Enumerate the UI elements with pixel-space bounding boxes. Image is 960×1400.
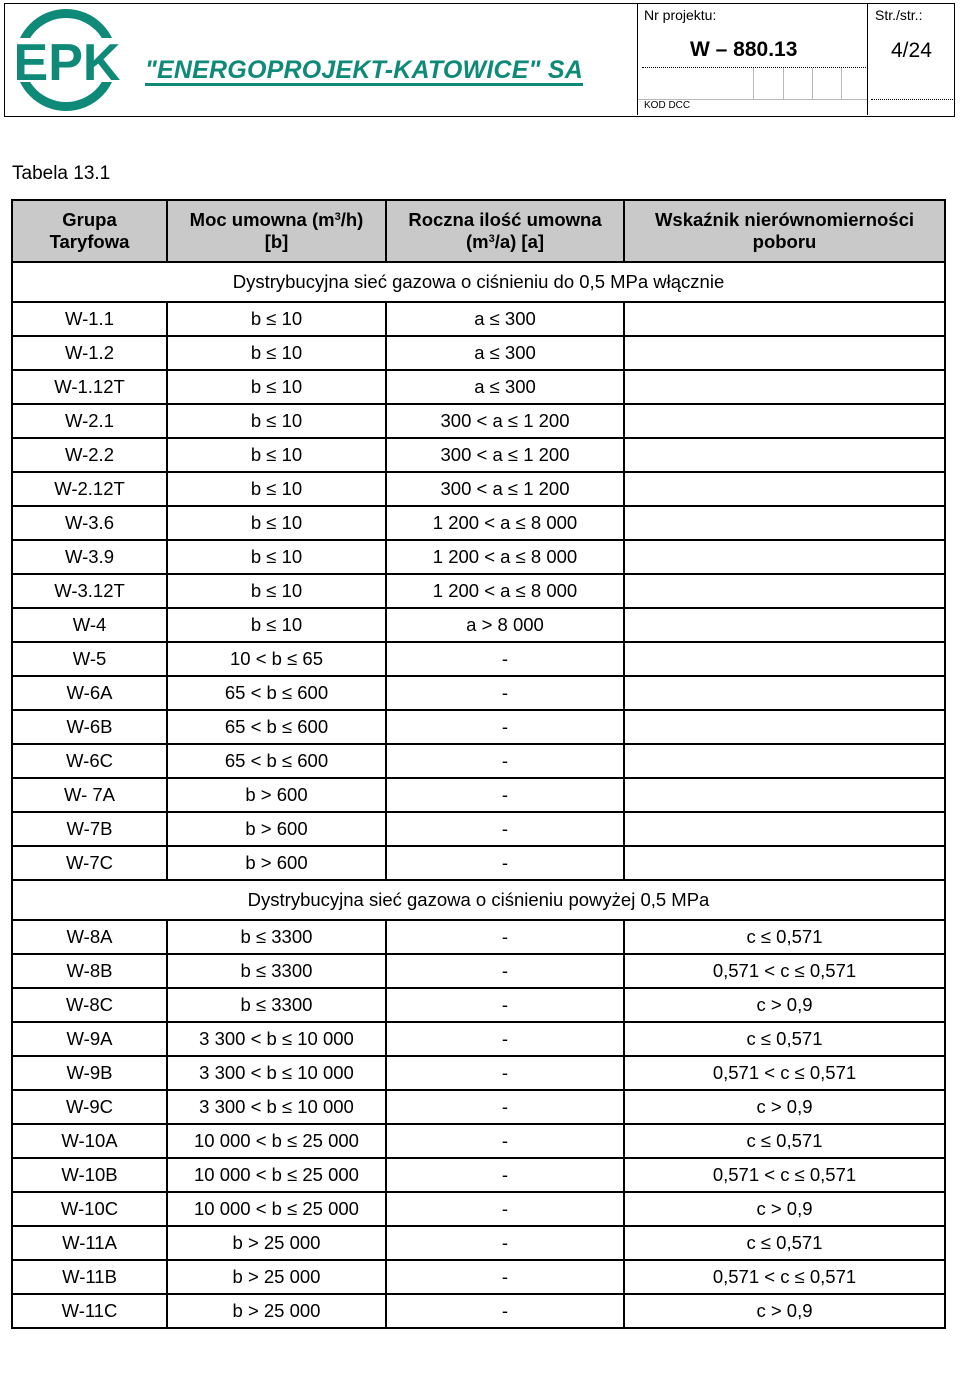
cell-power: 10 000 < b ≤ 25 000 [167, 1192, 386, 1226]
cell-group: W-3.6 [12, 506, 167, 540]
table-row [12, 710, 945, 744]
cell-volume: 1 200 < a ≤ 8 000 [386, 540, 624, 574]
cell-index: c > 0,9 [624, 1294, 945, 1328]
cell-group: W-9C [12, 1090, 167, 1124]
divider [642, 67, 868, 68]
header-power-sup: 3 [334, 211, 341, 223]
kod-dcc-label: KOD DCC [644, 100, 691, 111]
cell-index [624, 336, 945, 370]
table-row [12, 642, 945, 676]
table-row [12, 438, 945, 472]
cell-index [624, 744, 945, 778]
cell-volume: 300 < a ≤ 1 200 [386, 438, 624, 472]
cell-group: W-9A [12, 1022, 167, 1056]
cell-group: W-10A [12, 1124, 167, 1158]
table-row [12, 1226, 945, 1260]
header-index-line1: Wskaźnik nierównomierności [654, 209, 915, 230]
cell-power: b ≤ 10 [167, 506, 386, 540]
table-row [12, 1158, 945, 1192]
cell-volume: 1 200 < a ≤ 8 000 [386, 506, 624, 540]
page-label: Str./str.: [875, 7, 923, 23]
cell-volume: - [386, 778, 624, 812]
cell-volume: a ≤ 300 [386, 336, 624, 370]
cell-power: b ≤ 10 [167, 472, 386, 506]
cell-volume: - [386, 642, 624, 676]
cell-group: W- 7A [12, 778, 167, 812]
cell-power: b ≤ 3300 [167, 988, 386, 1022]
divider [812, 68, 813, 100]
cell-power: 10 < b ≤ 65 [167, 642, 386, 676]
table-row [12, 988, 945, 1022]
cell-index: c > 0,9 [624, 988, 945, 1022]
cell-group: W-9B [12, 1056, 167, 1090]
header-volume-line2a: (m [465, 231, 489, 252]
table-row [12, 954, 945, 988]
table-row [12, 1260, 945, 1294]
logo-cell [5, 4, 638, 115]
project-number-value: W – 880.13 [690, 38, 798, 61]
cell-group: W-6C [12, 744, 167, 778]
cell-index [624, 778, 945, 812]
cell-group: W-10C [12, 1192, 167, 1226]
header-power-line2: [b] [264, 231, 289, 252]
cell-index [624, 846, 945, 880]
cell-power: b > 600 [167, 846, 386, 880]
divider [753, 68, 754, 100]
epk-logo-icon [11, 6, 121, 114]
logo-text: EPK [13, 34, 121, 92]
cell-volume: - [386, 1090, 624, 1124]
page-value: 4/24 [891, 39, 932, 62]
table-row [12, 920, 945, 954]
cell-group: W-8B [12, 954, 167, 988]
cell-group: W-4 [12, 608, 167, 642]
cell-index [624, 472, 945, 506]
cell-power: 3 300 < b ≤ 10 000 [167, 1090, 386, 1124]
cell-power: b ≤ 10 [167, 404, 386, 438]
section-heading-low-pressure: Dystrybucyjna sieć gazowa o ciśnieniu do 0,5 MPa włącznie [12, 262, 945, 302]
cell-volume: 1 200 < a ≤ 8 000 [386, 574, 624, 608]
cell-volume: 300 < a ≤ 1 200 [386, 404, 624, 438]
cell-group: W-7C [12, 846, 167, 880]
cell-volume: - [386, 1260, 624, 1294]
table-row [12, 370, 945, 404]
cell-volume: - [386, 920, 624, 954]
cell-index: 0,571 < c ≤ 0,571 [624, 1260, 945, 1294]
cell-power: b > 25 000 [167, 1294, 386, 1328]
cell-index [624, 540, 945, 574]
cell-power: b ≤ 3300 [167, 954, 386, 988]
cell-power: b > 25 000 [167, 1260, 386, 1294]
cell-index [624, 676, 945, 710]
header-group-line2: Taryfowa [49, 231, 130, 252]
cell-volume: 300 < a ≤ 1 200 [386, 472, 624, 506]
cell-index [624, 608, 945, 642]
table-row [12, 1294, 945, 1328]
cell-group: W-3.12T [12, 574, 167, 608]
table-body-high-pressure [12, 880, 945, 1328]
table-row [12, 1192, 945, 1226]
cell-group: W-10B [12, 1158, 167, 1192]
section-row [12, 880, 945, 920]
table-row [12, 540, 945, 574]
table-row [12, 676, 945, 710]
cell-group: W-6A [12, 676, 167, 710]
divider [871, 99, 953, 100]
table-row [12, 812, 945, 846]
cell-index: 0,571 < c ≤ 0,571 [624, 1158, 945, 1192]
cell-index: c ≤ 0,571 [624, 1226, 945, 1260]
cell-volume: - [386, 954, 624, 988]
header-volume-sup: 3 [488, 233, 495, 245]
table-row [12, 1124, 945, 1158]
header-group-line1: Grupa [62, 209, 117, 230]
page-cell [868, 4, 954, 115]
cell-volume: - [386, 1056, 624, 1090]
cell-group: W-6B [12, 710, 167, 744]
cell-power: 65 < b ≤ 600 [167, 744, 386, 778]
cell-index: c ≤ 0,571 [624, 1022, 945, 1056]
header-index [624, 200, 945, 262]
cell-volume: - [386, 1226, 624, 1260]
document-header [4, 3, 955, 117]
cell-volume: - [386, 744, 624, 778]
table-row [12, 1090, 945, 1124]
cell-group: W-8A [12, 920, 167, 954]
table-row [12, 336, 945, 370]
cell-group: W-2.12T [12, 472, 167, 506]
table-row [12, 1056, 945, 1090]
cell-group: W-1.1 [12, 302, 167, 336]
table-row [12, 404, 945, 438]
project-number-label: Nr projektu: [644, 7, 717, 23]
table-row [12, 778, 945, 812]
cell-volume: - [386, 812, 624, 846]
cell-power: b ≤ 10 [167, 336, 386, 370]
cell-index [624, 404, 945, 438]
project-cell [638, 4, 868, 115]
cell-index: c ≤ 0,571 [624, 920, 945, 954]
table-row [12, 472, 945, 506]
table-row [12, 506, 945, 540]
table-row [12, 574, 945, 608]
cell-group: W-1.12T [12, 370, 167, 404]
company-name: "ENERGOPROJEKT-KATOWICE" SA [145, 56, 583, 84]
cell-index: c > 0,9 [624, 1192, 945, 1226]
cell-volume: - [386, 1158, 624, 1192]
cell-index: 0,571 < c ≤ 0,571 [624, 954, 945, 988]
cell-index [624, 302, 945, 336]
table-row [12, 744, 945, 778]
cell-power: b ≤ 10 [167, 438, 386, 472]
cell-group: W-11B [12, 1260, 167, 1294]
header-power-line1b: /h) [340, 209, 364, 230]
cell-index [624, 506, 945, 540]
table-title: Tabela 13.1 [12, 163, 111, 184]
cell-power: b > 600 [167, 812, 386, 846]
header-volume-line1: Roczna ilość umowna [408, 209, 602, 230]
cell-volume: - [386, 1192, 624, 1226]
cell-group: W-2.2 [12, 438, 167, 472]
table-row [12, 1022, 945, 1056]
divider [841, 68, 842, 100]
cell-index [624, 370, 945, 404]
cell-power: b ≤ 10 [167, 302, 386, 336]
cell-power: 10 000 < b ≤ 25 000 [167, 1124, 386, 1158]
cell-group: W-7B [12, 812, 167, 846]
cell-volume: - [386, 676, 624, 710]
cell-volume: - [386, 846, 624, 880]
table-row [12, 846, 945, 880]
cell-group: W-3.9 [12, 540, 167, 574]
cell-volume: a > 8 000 [386, 608, 624, 642]
cell-power: b > 600 [167, 778, 386, 812]
table-row [12, 608, 945, 642]
cell-index: 0,571 < c ≤ 0,571 [624, 1056, 945, 1090]
cell-volume: - [386, 710, 624, 744]
cell-volume: - [386, 1022, 624, 1056]
cell-power: 65 < b ≤ 600 [167, 710, 386, 744]
tariff-table-wrapper [11, 199, 944, 1329]
cell-volume: a ≤ 300 [386, 302, 624, 336]
cell-power: 65 < b ≤ 600 [167, 676, 386, 710]
cell-index [624, 642, 945, 676]
cell-power: b ≤ 3300 [167, 920, 386, 954]
tariff-table [11, 199, 946, 1329]
header-volume-line2b: /a) [a] [494, 231, 545, 252]
cell-index: c > 0,9 [624, 1090, 945, 1124]
cell-group: W-11C [12, 1294, 167, 1328]
divider [783, 68, 784, 100]
cell-group: W-1.2 [12, 336, 167, 370]
header-volume [386, 200, 624, 262]
table-header-row [12, 200, 945, 262]
header-power [167, 200, 386, 262]
header-power-line1a: Moc umowna (m [189, 209, 335, 230]
cell-power: b ≤ 10 [167, 608, 386, 642]
cell-power: b ≤ 10 [167, 574, 386, 608]
cell-group: W-8C [12, 988, 167, 1022]
cell-group: W-2.1 [12, 404, 167, 438]
cell-index: c ≤ 0,571 [624, 1124, 945, 1158]
cell-volume: a ≤ 300 [386, 370, 624, 404]
cell-index [624, 812, 945, 846]
header-index-line2: poboru [752, 231, 817, 252]
table-body [12, 262, 945, 880]
cell-index [624, 438, 945, 472]
cell-power: b > 25 000 [167, 1226, 386, 1260]
cell-index [624, 574, 945, 608]
cell-power: b ≤ 10 [167, 370, 386, 404]
header-group [12, 200, 167, 262]
cell-power: 10 000 < b ≤ 25 000 [167, 1158, 386, 1192]
section-row [12, 262, 945, 302]
cell-volume: - [386, 1124, 624, 1158]
cell-group: W-5 [12, 642, 167, 676]
table-row [12, 302, 945, 336]
cell-power: 3 300 < b ≤ 10 000 [167, 1056, 386, 1090]
section-heading-high-pressure: Dystrybucyjna sieć gazowa o ciśnieniu powyżej 0,5 MPa [12, 880, 945, 920]
cell-volume: - [386, 988, 624, 1022]
cell-group: W-11A [12, 1226, 167, 1260]
cell-index [624, 710, 945, 744]
cell-power: 3 300 < b ≤ 10 000 [167, 1022, 386, 1056]
cell-volume: - [386, 1294, 624, 1328]
cell-power: b ≤ 10 [167, 540, 386, 574]
